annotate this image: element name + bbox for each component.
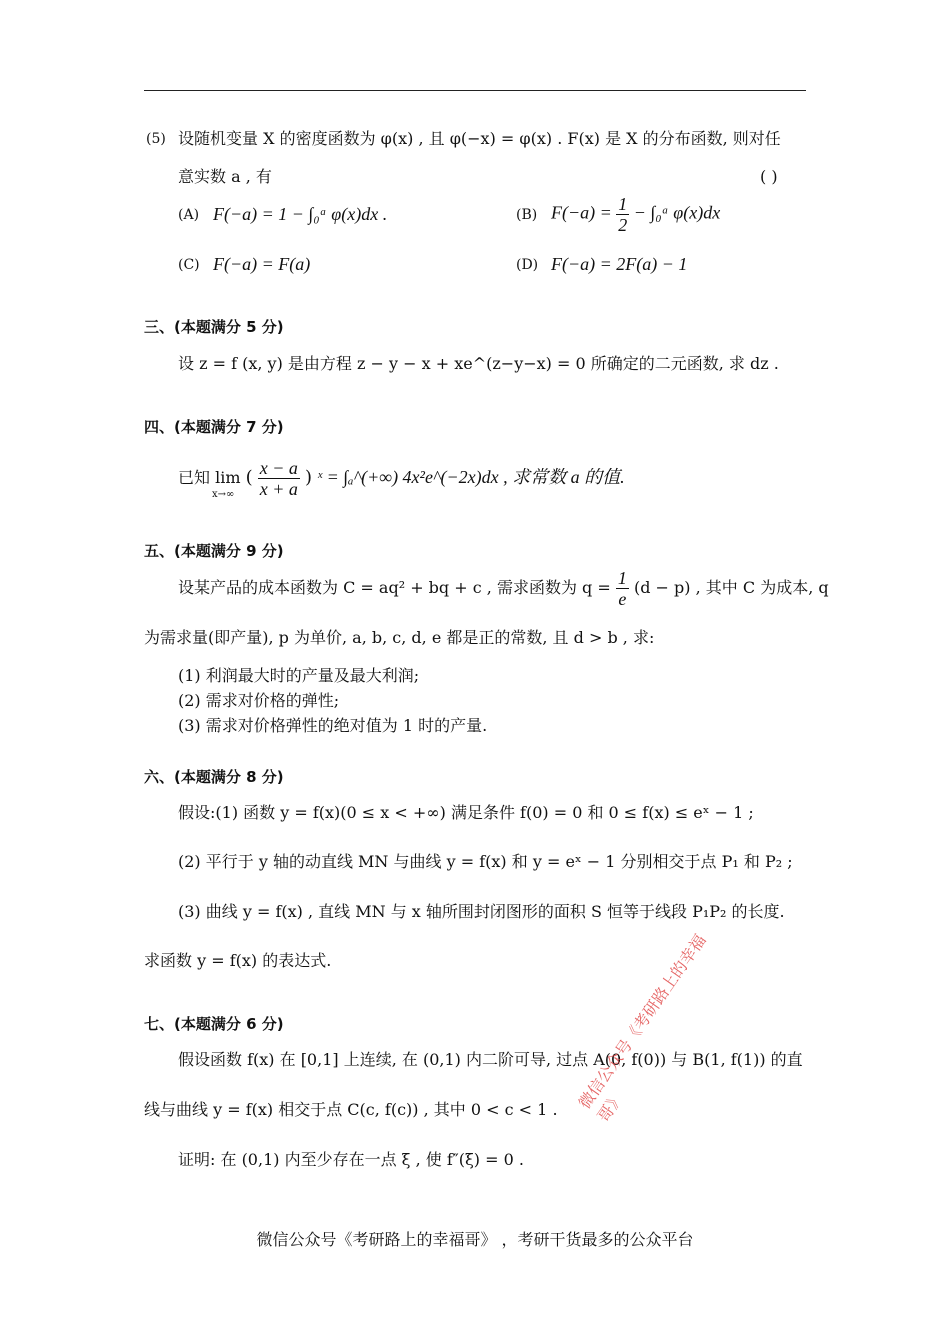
header-rule	[144, 90, 806, 91]
section6-line2: (2) 平行于 y 轴的动直线 MN 与曲线 y = f(x) 和 y = eˣ − 1 分别相交于点 P₁ 和 P₂ ;	[178, 852, 793, 871]
section6-heading: 六、(本题满分 8 分)	[144, 768, 284, 786]
section6-line1: 假设:(1) 函数 y = f(x)(0 ≤ x < +∞) 满足条件 f(0) = 0 和 0 ≤ f(x) ≤ eˣ − 1 ;	[178, 803, 754, 822]
section4-heading: 四、(本题满分 7 分)	[144, 418, 284, 436]
section4-open-paren: (	[245, 467, 253, 488]
q5-line1: 设随机变量 X 的密度函数为 φ(x) , 且 φ(−x) = φ(x) . F(x) 是 X 的分布函数, 则对任	[178, 129, 781, 148]
section5-line1-pre: 设某产品的成本函数为 C = aq² + bq + c , 需求函数为 q =	[178, 578, 611, 597]
q5-optB-frac-den: 2	[618, 215, 628, 235]
section4-frac-num: x − a	[259, 458, 298, 478]
section7-line2: 线与曲线 y = f(x) 相交于点 C(c, f(c)) , 其中 0 < c < 1 .	[144, 1100, 558, 1119]
q5-optB	[551, 194, 720, 235]
q5-optD-label: (D)	[516, 257, 539, 273]
section3-text: 设 z = f (x, y) 是由方程 z − y − x + xe^(z−y−x) = 0 所确定的二元函数, 求 dz .	[178, 354, 779, 373]
q5-optC: F(−a) = F(a)	[213, 254, 311, 274]
q5-optB-label: (B)	[516, 207, 538, 223]
q5-line2: 意实数 a , 有	[178, 167, 272, 186]
section3-heading: 三、(本题满分 5 分)	[144, 318, 284, 336]
section7-line1: 假设函数 f(x) 在 [0,1] 上连续, 在 (0,1) 内二阶可导, 过点 A(0, f(0)) 与 B(1, f(1)) 的直	[178, 1050, 803, 1069]
section4-text	[178, 458, 625, 499]
watermark-text: 微信公众号《考研路上的幸福哥》	[574, 930, 710, 1126]
section5-heading: 五、(本题满分 9 分)	[144, 542, 284, 560]
section5-line1-post: (d − p) , 其中 C 为成本, q	[633, 578, 829, 597]
q5-answer-blank: ( )	[760, 167, 778, 186]
q5-optB-frac-num: 1	[618, 194, 628, 214]
q5-optB-fraction	[616, 194, 629, 235]
section5-frac-num: 1	[617, 568, 627, 588]
section5-line1	[178, 568, 829, 609]
section6-line3: (3) 曲线 y = f(x) , 直线 MN 与 x 轴所围封闭图形的面积 S 恒等于线段 P₁P₂ 的长度.	[178, 902, 785, 921]
section4-rhs: ˣ = ∫ₐ^(+∞) 4x²e^(−2x)dx , 求常数 a 的值.	[317, 467, 625, 487]
section7-heading: 七、(本题满分 6 分)	[144, 1015, 284, 1033]
q5-optD: F(−a) = 2F(a) − 1	[551, 254, 688, 274]
q5-optB-post: − ∫₀ᵃ φ(x)dx	[633, 202, 721, 223]
section5-fraction	[616, 568, 629, 609]
section4-fraction	[258, 458, 300, 499]
q5-number: (5)	[146, 131, 166, 147]
section4-frac-den: x + a	[259, 479, 298, 499]
section5-frac-den: e	[618, 589, 627, 609]
section6-line4: 求函数 y = f(x) 的表达式.	[144, 951, 332, 970]
section5-item-1: (1) 利润最大时的产量及最大利润;	[178, 666, 420, 685]
footer-text: 微信公众号《考研路上的幸福哥》 ，考研干货最多的公众平台	[256, 1230, 694, 1249]
section4-close-paren: )	[304, 467, 312, 488]
q5-optA: F(−a) = 1 − ∫₀ᵃ φ(x)dx .	[213, 204, 388, 224]
section4-lim-sub: x→∞	[212, 489, 235, 500]
q5-optA-label: (A)	[178, 207, 200, 223]
section5-line2: 为需求量(即产量), p 为单价, a, b, c, d, e 都是正的常数, 且 d > b , 求:	[144, 628, 655, 647]
section7-line3: 证明: 在 (0,1) 内至少存在一点 ξ , 使 f″(ξ) = 0 .	[178, 1150, 524, 1169]
q5-optB-pre: F(−a) =	[551, 202, 612, 223]
q5-optC-label: (C)	[178, 257, 200, 273]
section4-lim: 已知 lim	[178, 468, 241, 487]
section5-item-3: (3) 需求对价格弹性的绝对值为 1 时的产量.	[178, 716, 488, 735]
section5-item-2: (2) 需求对价格的弹性;	[178, 691, 340, 710]
